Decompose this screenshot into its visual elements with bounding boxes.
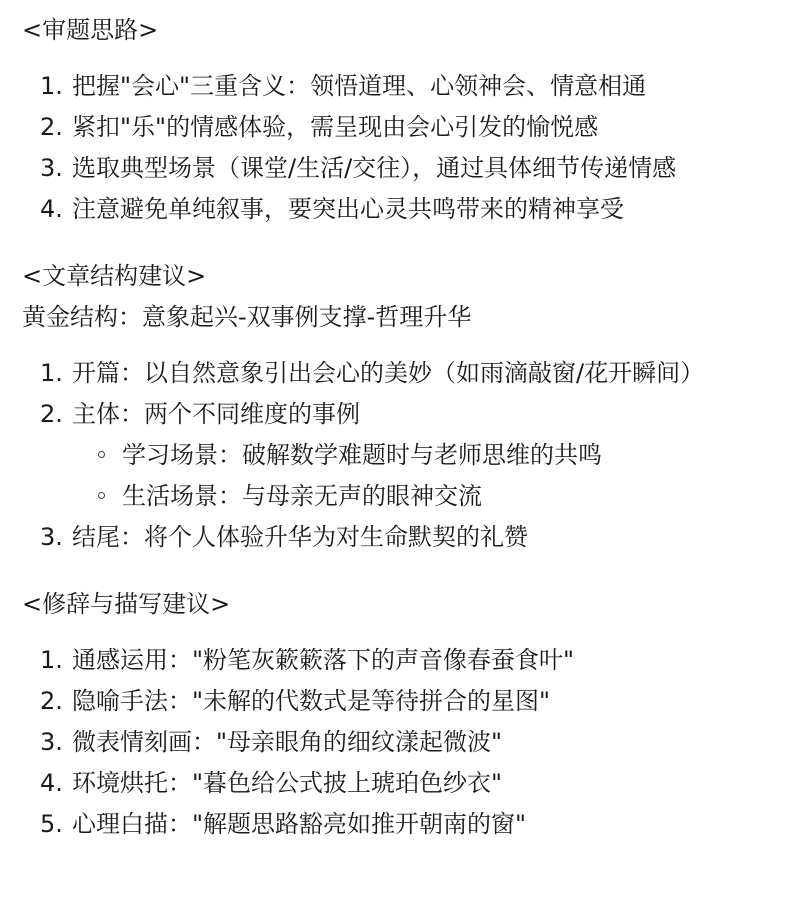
circle-bullet-icon [98, 451, 105, 458]
list-item [22, 66, 807, 107]
list-number: 3. [40, 523, 63, 551]
sub-list-item [72, 476, 807, 517]
rhetoric-list [22, 640, 807, 845]
list-item-text: 主体：两个不同维度的事例 [72, 400, 360, 428]
list-number: 4. [40, 195, 63, 223]
list-item [22, 148, 807, 189]
list-item-text: 把握"会心"三重含义：领悟道理、心领神会、情意相通 [72, 72, 647, 100]
list-item-text: 通感运用："粉笔灰簌簌落下的声音像春蚕食叶" [72, 646, 575, 674]
list-number: 2. [40, 687, 63, 715]
structure-subtitle: 黄金结构：意象起兴-双事例支撑-哲理升华 [22, 303, 472, 331]
list-number: 1. [40, 646, 63, 674]
structure-list [22, 353, 807, 558]
list-item-text: 紧扣"乐"的情感体验，需呈现由会心引发的愉悦感 [72, 113, 599, 141]
list-item [22, 353, 807, 394]
list-item [22, 722, 807, 763]
list-number: 4. [40, 769, 63, 797]
list-item [22, 107, 807, 148]
list-item-text: 结尾：将个人体验升华为对生命默契的礼赞 [72, 523, 528, 551]
list-number: 1. [40, 72, 63, 100]
list-item [22, 394, 807, 517]
analysis-list [22, 66, 807, 230]
sub-list-item-text: 学习场景：破解数学难题时与老师思维的共鸣 [122, 441, 602, 469]
list-number: 1. [40, 359, 63, 387]
section-heading-structure: <文章结构建议> [22, 262, 207, 290]
list-item-text: 选取典型场景（课堂/生活/交往），通过具体细节传递情感 [72, 154, 677, 182]
list-item [22, 640, 807, 681]
list-item-text: 心理白描："解题思路豁亮如推开朝南的窗" [72, 810, 527, 838]
list-item [22, 189, 807, 230]
list-number: 3. [40, 728, 63, 756]
list-item-text: 环境烘托："暮色给公式披上琥珀色纱衣" [72, 769, 503, 797]
sub-list-item-text: 生活场景：与母亲无声的眼神交流 [122, 482, 482, 510]
section-heading-analysis: <审题思路> [22, 16, 159, 44]
list-item-text: 注意避免单纯叙事，要突出心灵共鸣带来的精神享受 [72, 195, 624, 223]
list-item [22, 681, 807, 722]
list-item-text: 开篇：以自然意象引出会心的美妙（如雨滴敲窗/花开瞬间） [72, 359, 705, 387]
list-number: 2. [40, 400, 63, 428]
document [22, 10, 807, 845]
list-number: 2. [40, 113, 63, 141]
sub-list-item [72, 435, 807, 476]
section-heading-rhetoric: <修辞与描写建议> [22, 590, 231, 618]
list-item [22, 517, 807, 558]
list-item [22, 763, 807, 804]
circle-bullet-icon [98, 492, 105, 499]
list-number: 5. [40, 810, 63, 838]
list-item [22, 804, 807, 845]
list-number: 3. [40, 154, 63, 182]
sub-list [72, 435, 807, 517]
list-item-text: 隐喻手法："未解的代数式是等待拼合的星图" [72, 687, 551, 715]
list-item-text: 微表情刻画："母亲眼角的细纹漾起微波" [72, 728, 503, 756]
